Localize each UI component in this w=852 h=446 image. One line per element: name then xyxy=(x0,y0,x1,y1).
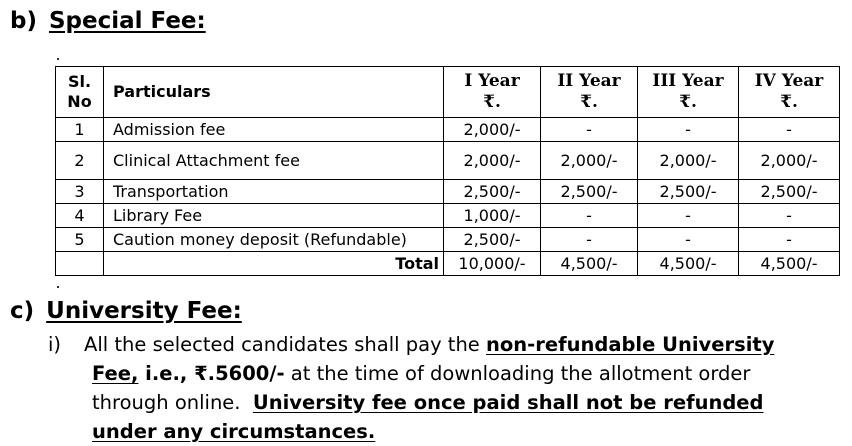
cell-year-4: - xyxy=(739,118,840,142)
cell-empty xyxy=(56,252,104,276)
total-year-3: 4,500/- xyxy=(638,252,739,276)
total-year-1: 10,000/- xyxy=(444,252,541,276)
emphasis-run: University fee once paid shall not be refunded xyxy=(252,391,764,414)
cell-year-2: 2,500/- xyxy=(541,180,638,204)
cell-sl: 3 xyxy=(56,180,104,204)
section-b-title: Special Fee: xyxy=(48,8,206,34)
cell-year-4: - xyxy=(739,204,840,228)
cell-year-3: 2,500/- xyxy=(638,180,739,204)
section-b-label: b) xyxy=(10,8,37,34)
cell-particular: Admission fee xyxy=(104,118,444,142)
section-b-heading xyxy=(10,8,206,34)
cell-sl: 5 xyxy=(56,228,104,252)
section-c-label: c) xyxy=(10,298,35,324)
paragraph-line xyxy=(92,417,844,446)
cell-particular: Caution money deposit (Refundable) xyxy=(104,228,444,252)
text-run: through online. xyxy=(92,391,253,414)
paragraph-line xyxy=(84,330,844,359)
header-year-4: IV Year ₹. xyxy=(739,67,840,118)
cell-year-1: 2,500/- xyxy=(444,180,541,204)
emphasis-run: non-refundable University xyxy=(486,333,775,356)
cell-year-2: - xyxy=(541,228,638,252)
paragraph-line xyxy=(92,359,844,388)
cell-sl: 4 xyxy=(56,204,104,228)
text-run: All the selected candidates shall pay the xyxy=(84,333,487,356)
cell-year-1: 1,000/- xyxy=(444,204,541,228)
cell-year-3: - xyxy=(638,118,739,142)
emphasis-run: under any circumstances. xyxy=(92,420,376,443)
cell-year-3: - xyxy=(638,204,739,228)
stray-dot xyxy=(57,286,59,288)
header-year-2: II Year ₹. xyxy=(541,67,638,118)
cell-year-1: 2,000/- xyxy=(444,142,541,180)
total-label: Total xyxy=(104,252,444,276)
paragraph-line xyxy=(92,388,844,417)
emphasis-run: Fee, xyxy=(92,362,139,385)
cell-year-2: - xyxy=(541,204,638,228)
table-row xyxy=(56,228,840,252)
table-row xyxy=(56,204,840,228)
stray-dot xyxy=(57,58,59,60)
paragraph-number: i) xyxy=(48,333,62,356)
total-year-2: 4,500/- xyxy=(541,252,638,276)
header-year-3: III Year ₹. xyxy=(638,67,739,118)
total-year-4: 4,500/- xyxy=(739,252,840,276)
special-fee-table xyxy=(55,66,840,276)
paragraph-body xyxy=(84,330,844,446)
cell-sl: 1 xyxy=(56,118,104,142)
cell-particular: Library Fee xyxy=(104,204,444,228)
cell-year-4: 2,500/- xyxy=(739,180,840,204)
table-total-row xyxy=(56,252,840,276)
table-row xyxy=(56,180,840,204)
cell-sl: 2 xyxy=(56,142,104,180)
cell-year-3: 2,000/- xyxy=(638,142,739,180)
cell-year-4: - xyxy=(739,228,840,252)
section-c-heading xyxy=(10,298,242,324)
header-particulars: Particulars xyxy=(104,67,444,118)
table-row xyxy=(56,118,840,142)
text-run: at the time of downloading the allotment order xyxy=(284,362,751,385)
header-year-1: I Year ₹. xyxy=(444,67,541,118)
cell-particular: Transportation xyxy=(104,180,444,204)
header-sl-no: Sl. No xyxy=(56,67,104,118)
section-c-title: University Fee: xyxy=(46,298,242,324)
cell-year-1: 2,500/- xyxy=(444,228,541,252)
cell-year-2: - xyxy=(541,118,638,142)
table-header-row xyxy=(56,67,840,118)
cell-year-4: 2,000/- xyxy=(739,142,840,180)
cell-particular: Clinical Attachment fee xyxy=(104,142,444,180)
cell-year-3: - xyxy=(638,228,739,252)
cell-year-2: 2,000/- xyxy=(541,142,638,180)
fee-amount: i.e., ₹.5600/- xyxy=(138,362,285,385)
cell-year-1: 2,000/- xyxy=(444,118,541,142)
table-row xyxy=(56,142,840,180)
